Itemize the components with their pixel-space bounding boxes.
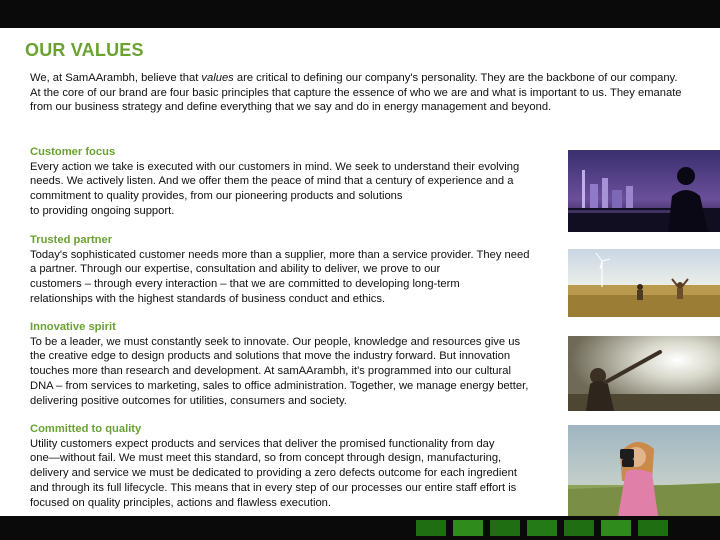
decor-square — [564, 520, 594, 536]
section-heading: Trusted partner — [30, 234, 113, 246]
top-bar — [0, 0, 720, 28]
wheat-field-photo — [568, 249, 720, 317]
intro-text — [30, 71, 686, 115]
decor-square — [416, 520, 446, 536]
section-heading: Customer focus — [30, 146, 116, 158]
page-title: OUR VALUES — [25, 40, 144, 60]
sunlit-woman-photo — [568, 336, 720, 411]
section-body: Today's sophisticated customer needs more than a supplier, more than a service provider. They need a partner. Through our expertise, consultation and ability to deliver, we prove to our customers – through every interaction – that we are committed to developing long-term relationships with the highest standards of business conduct and ethics. — [30, 248, 530, 305]
section-heading: Innovative spirit — [30, 321, 116, 333]
values-emphasis: values — [201, 72, 234, 84]
intro-paragraph-2: At the core of our brand are four basic principles that capture the essence of who we are and what is important to us. They emanate from our business strategy and define everything that we say and do in energy management and beyond. — [30, 86, 682, 114]
section-heading: Committed to quality — [30, 423, 142, 435]
section-body: Utility customers expect products and services that deliver the promised functionality from day one—without fail. We must meet this standard, so from concept through design, manufacturing, delivery and service we must be dedicated to providing a zero defects outcome for each ingredient and through its full lifecycle. This means that in every step of our processes our entire staff effort is focused on quality principles, actions and flawless execution. — [30, 437, 517, 509]
decor-square — [490, 520, 520, 536]
section-innovative-spirit — [30, 320, 570, 408]
city-skyline-photo — [568, 150, 720, 232]
decor-square — [453, 520, 483, 536]
intro-paragraph-1: We, at SamAArambh, believe that values are critical to defining our company's personality. They are the backbone of our company. — [30, 72, 678, 84]
decor-square — [601, 520, 631, 536]
decor-square — [527, 520, 557, 536]
section-customer-focus — [30, 145, 570, 219]
binoculars-woman-photo — [568, 425, 720, 516]
section-committed-to-quality — [30, 422, 570, 510]
section-trusted-partner — [30, 233, 570, 307]
section-body: Every action we take is executed with our customers in mind. We seek to understand their evolving needs. We actively listen. And we offer them the peace of mind that a century of experience and a commitment to quality provides, from our pioneering products and solutions to providing ongoing support. — [30, 160, 520, 217]
decor-square — [638, 520, 668, 536]
section-body: To be a leader, we must constantly seek to innovate. Our people, knowledge and resources give us the creative edge to design products and solutions that move the industry forward. But innovation touches more than research and development. At samAArambh, it's programmed into our cultural DNA – from services to marketing, sales to office administration. Together, we manage energy better, delivering positive outcomes for utilities, consumers and society. — [30, 335, 529, 407]
